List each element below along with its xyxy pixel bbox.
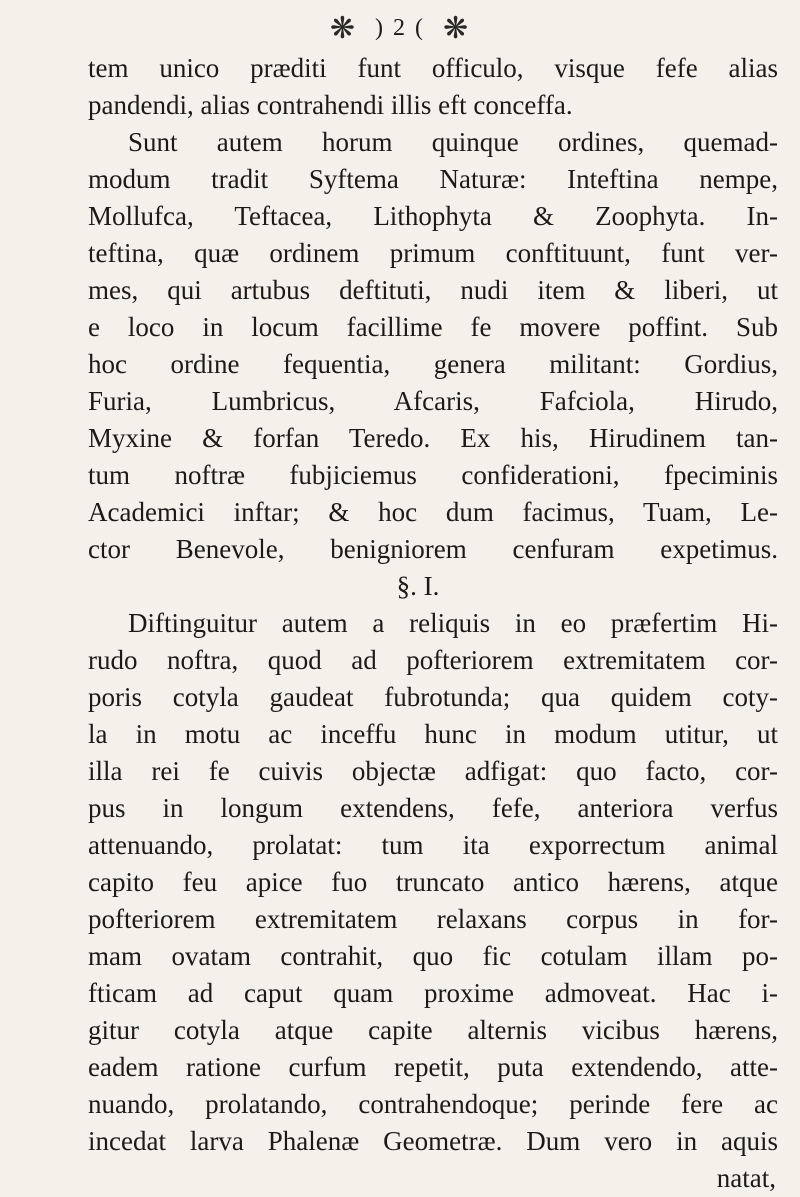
text-line: mam ovatam contrahit, quo fic cotulam illam po- [88, 941, 778, 971]
text-line: poris cotyla gaudeat fubrotunda; qua quidem coty- [88, 682, 778, 712]
text-line: nuando, prolatando, contrahendoque; perinde fere ac [88, 1089, 778, 1119]
text-line: ctor Benevole, benigniorem cenfuram expetimus. [88, 534, 778, 564]
page-number: ) 2 ( [375, 14, 425, 41]
text-line: Diftinguitur autem a reliquis in eo præfertim Hi- [128, 608, 778, 638]
text-line: teftina, quæ ordinem primum conftituunt, funt ver- [88, 238, 778, 268]
text-line: illa rei fe cuivis objectæ adfigat: quo facto, cor- [88, 756, 778, 786]
text-line: mes, qui artubus deftituti, nudi item & liberi, ut [88, 275, 778, 305]
ornament-left-icon: ❋ [329, 10, 357, 46]
text-line: pus in longum extendens, fefe, anteriora verfus [88, 793, 778, 823]
text-line: Sunt autem horum quinque ordines, quemad- [128, 127, 778, 157]
text-line: fticam ad caput quam proxime admoveat. Hac i- [88, 978, 778, 1008]
text-line: Academici inftar; & hoc dum facimus, Tuam, Le- [88, 497, 778, 527]
text-line: attenuando, prolatat: tum ita exporrectum animal [88, 830, 778, 860]
page-header [0, 8, 800, 48]
text-line: e loco in locum facillime fe movere poffint. Sub [88, 312, 778, 342]
section-heading: §. I. [396, 571, 440, 601]
text-line: tem unico præditi funt officulo, visque fefe alias [88, 53, 778, 83]
text-line: pofteriorem extremitatem relaxans corpus in for- [88, 904, 778, 934]
text-line: pandendi, alias contrahendi illis eft conceffa. [88, 90, 573, 120]
text-line: hoc ordine fequentia, genera militant: Gordius, [88, 349, 778, 379]
text-line: Myxine & forfan Teredo. Ex his, Hirudinem tan- [88, 423, 778, 453]
text-line: tum noftræ fubjiciemus confiderationi, fpeciminis [88, 460, 778, 490]
catchword: natat, [716, 1163, 776, 1193]
text-line: Mollufca, Teftacea, Lithophyta & Zoophyta. In- [88, 201, 778, 231]
text-line: modum tradit Syftema Naturæ: Inteftina nempe, [88, 164, 778, 194]
text-line: incedat larva Phalenæ Geometræ. Dum vero in aquis [88, 1126, 778, 1156]
text-line: rudo noftra, quod ad pofteriorem extremitatem cor- [88, 645, 778, 675]
text-line: capito feu apice fuo truncato antico hærens, atque [88, 867, 778, 897]
text-line: la in motu ac inceffu hunc in modum utitur, ut [88, 719, 778, 749]
body-text [88, 50, 778, 1197]
ornament-right-icon: ❋ [442, 10, 471, 46]
text-line: gitur cotyla atque capite alternis vicibus hærens, [88, 1015, 778, 1045]
text-line: Furia, Lumbricus, Afcaris, Fafciola, Hirudo, [88, 386, 778, 416]
text-line: eadem ratione curfum repetit, puta extendendo, atte- [88, 1052, 778, 1082]
